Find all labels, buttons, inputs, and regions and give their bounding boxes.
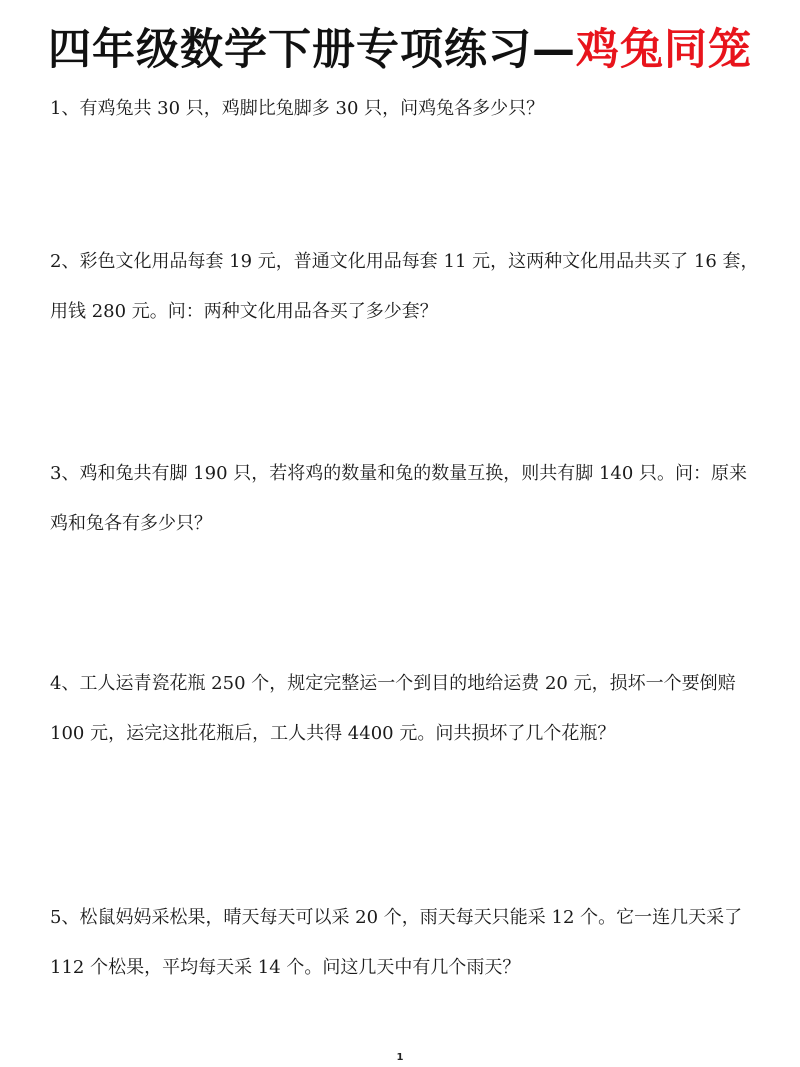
question-1: 1、有鸡兔共 30 只，鸡脚比兔脚多 30 只，问鸡兔各多少只？ xyxy=(50,98,545,119)
title-main: 四年级数学下册专项练习 xyxy=(48,25,532,75)
title-topic: 鸡兔同笼 xyxy=(576,25,752,75)
question-2: 2、彩色文化用品每套 19 元，普通文化用品每套 11 元，这两种文化用品共买了 16 套，用钱 280 元。问：两种文化用品各买了多少套？ xyxy=(50,251,759,322)
title-dash: — xyxy=(532,25,576,75)
page-title xyxy=(0,22,800,78)
question-4: 4、工人运青瓷花瓶 250 个，规定完整运一个到目的地给运费 20 元，损坏一个要倒赔 100 元，运完这批花瓶后，工人共得 4400 元。问共损坏了几个花瓶？ xyxy=(50,673,736,744)
question-5: 5、松鼠妈妈采松果，晴天每天可以采 20 个，雨天每天只能采 12 个。它一连几天采了 112 个松果，平均每天采 14 个。问这几天中有几个雨天？ xyxy=(50,907,743,978)
page-number: 1 xyxy=(396,1052,404,1063)
question-3: 3、鸡和兔共有脚 190 只，若将鸡的数量和兔的数量互换，则共有脚 140 只。问：原来鸡和兔各有多少只？ xyxy=(50,463,748,534)
